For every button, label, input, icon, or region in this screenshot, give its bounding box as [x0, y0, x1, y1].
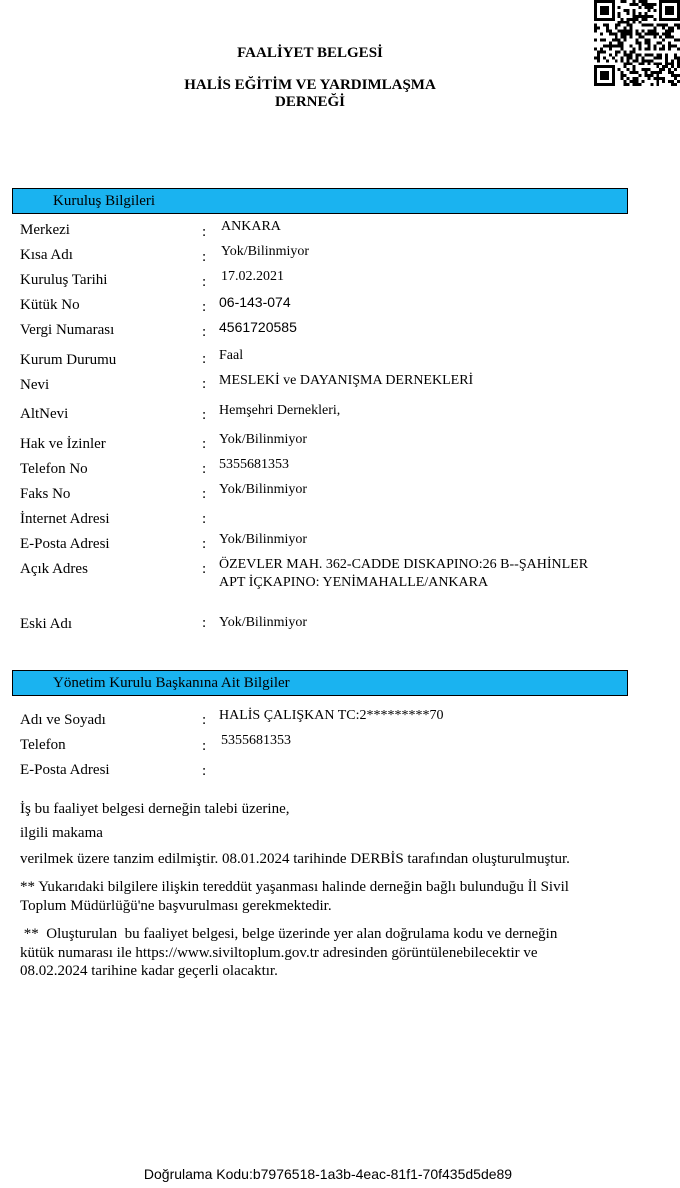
- label-telefon-no: Telefon No: [20, 461, 88, 477]
- value-acik-adres-line2: APT İÇKAPINO: YENİMAHALLE/ANKARA: [219, 575, 489, 590]
- label-baskan-e-posta: E-Posta Adresi: [20, 762, 110, 778]
- note-validity-line-2: kütük numarası ile https://www.siviltoplum.gov.tr adresinden görüntülenebilecektir ve: [20, 945, 538, 961]
- colon: :: [202, 615, 207, 631]
- label-nevi: Nevi: [20, 377, 50, 393]
- verification-code: Doğrulama Kodu:b7976518-1a3b-4eac-81f1-70f435d5de89: [143, 1166, 513, 1182]
- colon: :: [202, 511, 207, 527]
- value-merkezi: ANKARA: [221, 219, 281, 234]
- value-altnevi: Hemşehri Dernekleri,: [219, 403, 341, 418]
- colon: :: [202, 351, 207, 367]
- label-hak-ve-izinler: Hak ve İzinler: [20, 436, 106, 452]
- value-e-posta-adresi: Yok/Bilinmiyor: [219, 532, 308, 547]
- section-title: Kuruluş Bilgileri: [53, 193, 156, 209]
- label-acik-adres: Açık Adres: [20, 561, 88, 577]
- colon: :: [202, 738, 207, 754]
- colon: :: [202, 763, 207, 779]
- note-line-1: İş bu faaliyet belgesi derneğin talebi üzerine,: [20, 801, 290, 817]
- label-internet-adresi: İnternet Adresi: [20, 511, 110, 527]
- label-adi-ve-soyadi: Adı ve Soyadı: [20, 712, 106, 728]
- note-info-line-2: Toplum Müdürlüğü'ne başvurulması gerekmektedir.: [20, 898, 332, 914]
- value-nevi: MESLEKİ ve DAYANIŞMA DERNEKLERİ: [219, 373, 474, 388]
- label-eski-adi: Eski Adı: [20, 616, 73, 632]
- colon: :: [202, 407, 207, 423]
- label-kutuk-no: Kütük No: [20, 297, 80, 313]
- label-kurum-durumu: Kurum Durumu: [20, 352, 117, 368]
- value-adi-ve-soyadi: HALİS ÇALIŞKAN TC:2*********70: [219, 708, 444, 723]
- value-kutuk-no: 06-143-074: [219, 294, 291, 310]
- note-line-3: verilmek üzere tanzim edilmiştir. 08.01.2024 tarihinde DERBİS tarafından oluşturulmuştur.: [20, 851, 570, 867]
- label-telefon: Telefon: [20, 737, 66, 753]
- label-faks-no: Faks No: [20, 486, 71, 502]
- value-telefon: 5355681353: [221, 733, 291, 748]
- label-altnevi: AltNevi: [20, 406, 69, 422]
- organization-name-line2: DERNEĞİ: [274, 94, 345, 110]
- colon: :: [202, 299, 207, 315]
- document-title: FAALİYET BELGESİ: [237, 45, 383, 61]
- value-vergi-numarasi: 4561720585: [219, 319, 297, 335]
- colon: :: [202, 486, 207, 502]
- value-faks-no: Yok/Bilinmiyor: [219, 482, 308, 497]
- value-hak-ve-izinler: Yok/Bilinmiyor: [219, 432, 308, 447]
- value-kisa-adi: Yok/Bilinmiyor: [221, 244, 310, 259]
- organization-name-line1: HALİS EĞİTİM VE YARDIMLAŞMA: [184, 77, 436, 93]
- note-info-line-1: ** Yukarıdaki bilgilere ilişkin tereddüt yaşanması halinde derneğin bağlı bulunduğu İl Sivil: [20, 879, 569, 895]
- colon: :: [202, 712, 207, 728]
- colon: :: [202, 324, 207, 340]
- colon: :: [202, 274, 207, 290]
- colon: :: [202, 249, 207, 265]
- value-eski-adi: Yok/Bilinmiyor: [219, 615, 308, 630]
- label-kurulus-tarihi: Kuruluş Tarihi: [20, 272, 108, 288]
- note-validity-line-1: ** Oluşturulan bu faaliyet belgesi, belge üzerinde yer alan doğrulama kodu ve derneğin: [20, 926, 558, 942]
- label-merkezi: Merkezi: [20, 222, 70, 238]
- colon: :: [202, 536, 207, 552]
- value-acik-adres-line1: ÖZEVLER MAH. 362-CADDE DISKAPINO:26 B--ŞAHİNLER: [219, 557, 589, 572]
- value-telefon-no: 5355681353: [219, 457, 289, 472]
- value-kurulus-tarihi: 17.02.2021: [221, 269, 284, 284]
- label-vergi-numarasi: Vergi Numarası: [20, 322, 115, 338]
- section-header-kurulus: [12, 188, 628, 214]
- note-validity-line-3: 08.02.2024 tarihine kadar geçerli olacaktır.: [20, 963, 278, 979]
- colon: :: [202, 561, 207, 577]
- colon: :: [202, 224, 207, 240]
- colon: :: [202, 436, 207, 452]
- label-kisa-adi: Kısa Adı: [20, 247, 73, 263]
- qr-code: [594, 0, 680, 86]
- value-kurum-durumu: Faal: [219, 348, 244, 363]
- section-title: Yönetim Kurulu Başkanına Ait Bilgiler: [53, 675, 290, 691]
- colon: :: [202, 376, 207, 392]
- label-e-posta-adresi: E-Posta Adresi: [20, 536, 110, 552]
- section-header-yonetim: [12, 670, 628, 696]
- note-line-2: ilgili makama: [20, 825, 103, 841]
- colon: :: [202, 461, 207, 477]
